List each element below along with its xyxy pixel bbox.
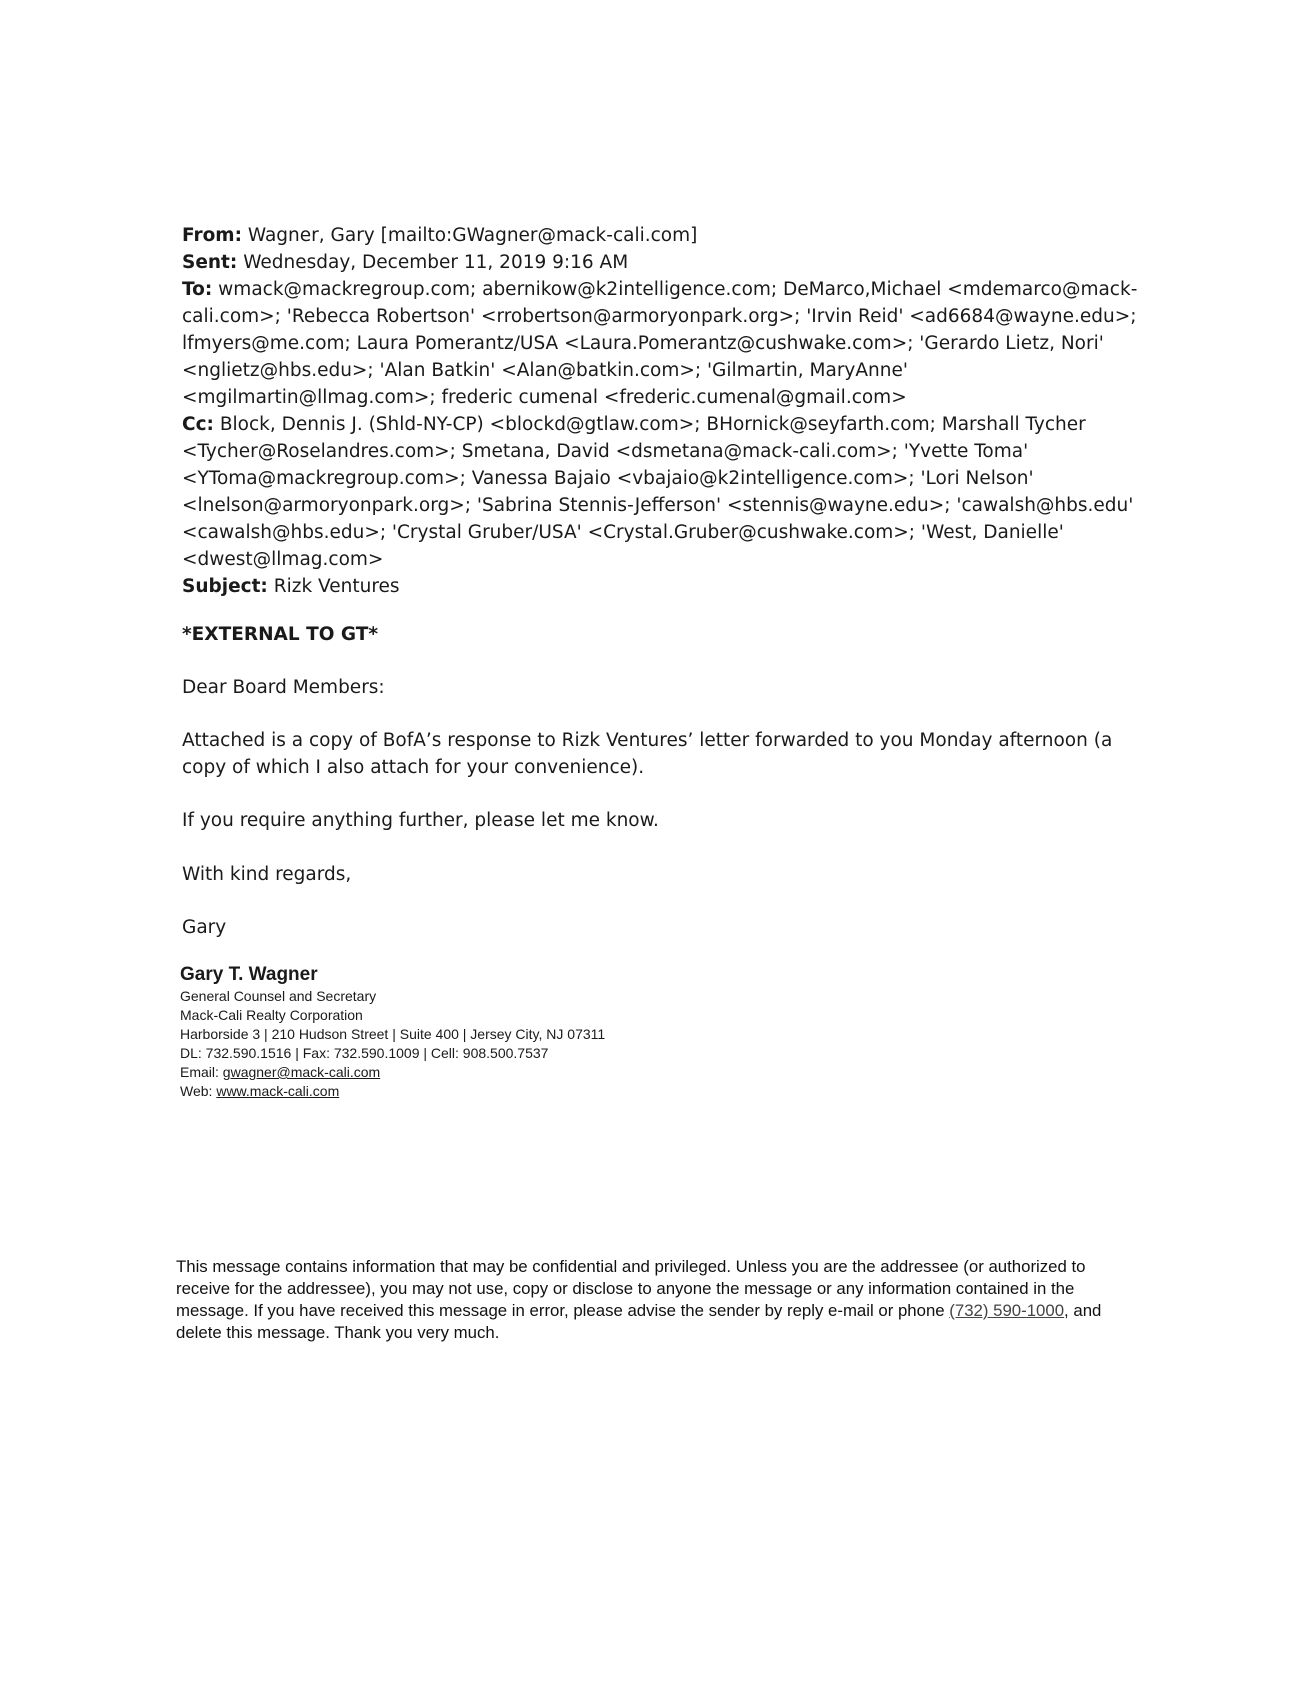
signoff: Gary — [182, 917, 227, 938]
body-paragraph-2: If you require anything further, please let me know. — [182, 810, 659, 831]
sent-label: Sent: — [182, 252, 238, 273]
greeting: Dear Board Members: — [182, 677, 385, 698]
body-paragraph-1: Attached is a copy of BofA’s response to Rizk Ventures’ letter forwarded to you Monday afternoon (a copy of which I also attach for your convenience). — [182, 730, 1113, 778]
subject-value: Rizk Ventures — [273, 576, 400, 597]
signature-name: Gary T. Wagner — [180, 964, 318, 985]
signature-web-row — [180, 1082, 605, 1101]
from-label: From: — [182, 225, 242, 246]
signature-email-row — [180, 1063, 605, 1082]
cc-row — [182, 411, 1142, 573]
signature-web-link[interactable]: www.mack-cali.com — [216, 1083, 340, 1099]
signature-company: Mack-Cali Realty Corporation — [180, 1007, 363, 1023]
sent-row — [182, 249, 1142, 276]
external-notice: *EXTERNAL TO GT* — [182, 624, 379, 645]
to-label: To: — [182, 279, 213, 300]
signature-title: General Counsel and Secretary — [180, 988, 377, 1004]
signature-address: Harborside 3 | 210 Hudson Street | Suite 400 | Jersey City, NJ 07311 — [180, 1026, 606, 1042]
signature-phones: DL: 732.590.1516 | Fax: 732.590.1009 | Cell: 908.500.7537 — [180, 1045, 549, 1061]
disclaimer-phone-link[interactable]: (732) 590-1000 — [949, 1301, 1065, 1320]
closing: With kind regards, — [182, 864, 352, 885]
disclaimer-text-before: This message contains information that may be confidential and privileged. Unless you are the addressee (or authorized to receive for the addressee), you may not use, copy or disclose to anyone the message or any information contained in the message. If you have received this message in error, please advise the sender by reply e-mail or phone — [176, 1257, 1086, 1320]
cc-value: Block, Dennis J. (Shld-NY-CP) <blockd@gtlaw.com>; BHornick@seyfarth.com; Marshall Tycher <Tycher@Roselandres.com>; Smetana, David <dsmetana@mack-cali.com>; 'Yvette Toma' <YToma@mackregroup.com>; Vanessa Bajaio <vbajaio@k2intelligence.com>; 'Lori Nelson' <lnelson@armoryonpark.org>; 'Sabrina Stennis-Jefferson' <stennis@wayne.edu>; 'cawalsh@hbs.edu' <cawalsh@hbs.edu>; 'Crystal Gruber/USA' <Crystal.Gruber@cushwake.com>; 'West, Danielle' <dwest@llmag.com> — [182, 414, 1134, 570]
to-row — [182, 276, 1142, 411]
signature-email-label: Email: — [180, 1064, 219, 1080]
email-signature — [180, 963, 605, 1101]
from-value: Wagner, Gary [mailto:GWagner@mack-cali.com] — [247, 225, 698, 246]
confidentiality-disclaimer — [176, 1256, 1116, 1344]
signature-web-label: Web: — [180, 1083, 213, 1099]
cc-label: Cc: — [182, 414, 214, 435]
sent-value: Wednesday, December 11, 2019 9:16 AM — [243, 252, 629, 273]
signature-email-link[interactable]: gwagner@mack-cali.com — [222, 1064, 381, 1080]
to-value: wmack@mackregroup.com; abernikow@k2intelligence.com; DeMarco,Michael <mdemarco@mack-cali.com>; 'Rebecca Robertson' <rrobertson@armoryonpark.org>; 'Irvin Reid' <ad6684@wayne.edu>; lfmyers@me.com; Laura Pomerantz/USA <Laura.Pomerantz@cushwake.com>; 'Gerardo Lietz, Nori' <nglietz@hbs.edu>; 'Alan Batkin' <Alan@batkin.com>; 'Gilmartin, MaryAnne' <mgilmartin@llmag.com>; frederic cumenal <frederic.cumenal@gmail.com> — [182, 279, 1138, 408]
email-header — [182, 222, 1142, 600]
subject-label: Subject: — [182, 576, 268, 597]
subject-row — [182, 573, 1142, 600]
disclaimer-text-after: , and delete this message. Thank you very much. — [176, 1301, 1102, 1342]
from-row — [182, 222, 1142, 249]
